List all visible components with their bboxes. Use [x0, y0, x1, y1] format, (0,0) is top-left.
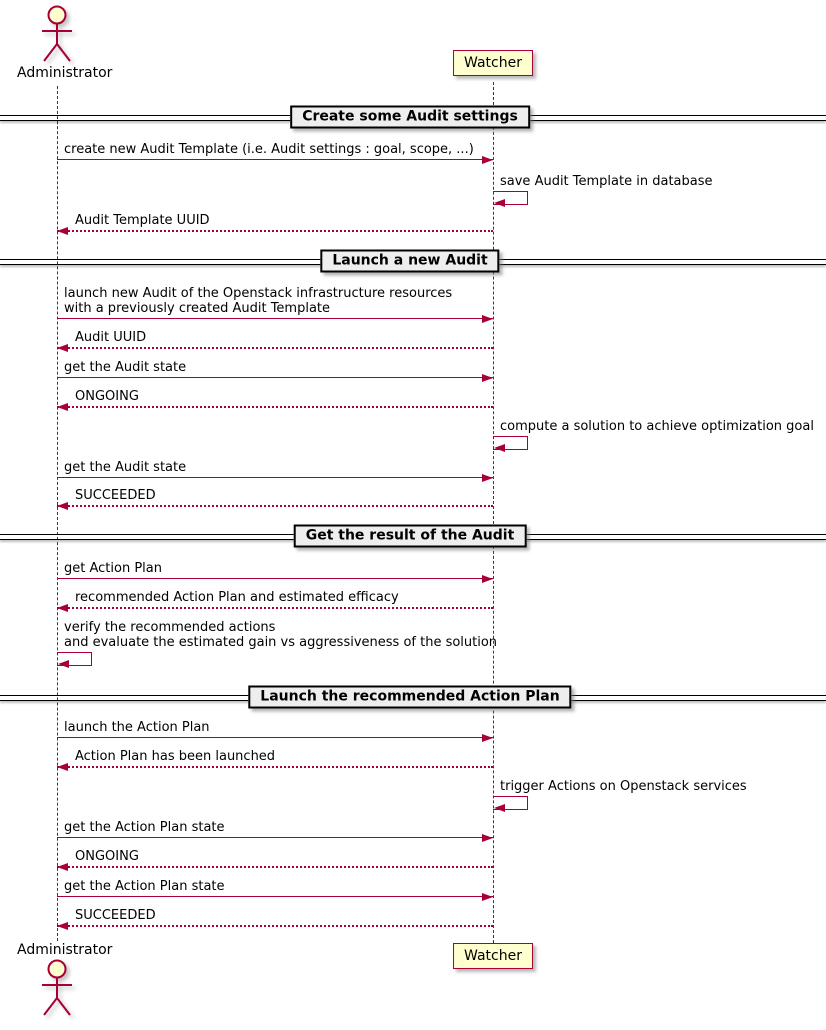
message-arrow-line [57, 896, 493, 897]
message-text: Audit UUID [75, 330, 147, 345]
message-arrow-line [57, 318, 493, 319]
message-text: get the Audit state [64, 360, 187, 375]
message-arrow-line [57, 607, 493, 609]
arrowhead-left-icon [57, 227, 68, 235]
message-text: SUCCEEDED [75, 908, 156, 923]
message-arrow-line [57, 737, 493, 738]
message-text: Action Plan has been launched [75, 749, 276, 764]
actor-label: Administrator [17, 942, 113, 958]
self-message-text: trigger Actions on Openstack services [500, 779, 747, 794]
arrowhead-left-icon [57, 502, 68, 510]
arrowhead-right-icon [482, 734, 493, 742]
divider-label: Launch the recommended Action Plan [248, 686, 571, 709]
lifeline-administrator [57, 86, 58, 941]
actor-icon [37, 4, 77, 64]
arrowhead-left-icon [57, 863, 68, 871]
divider-label: Get the result of the Audit [294, 525, 527, 548]
arrowhead-left-icon [494, 804, 505, 812]
arrowhead-right-icon [482, 474, 493, 482]
participant-watcher-bottom [453, 943, 533, 969]
arrowhead-right-icon [482, 156, 493, 164]
self-message-text: verify the recommended actions and evaluate the estimated gain vs aggressiveness of the solution [64, 620, 498, 650]
message-arrow-line [57, 406, 493, 408]
arrowhead-right-icon [482, 893, 493, 901]
message-arrow-line [57, 505, 493, 507]
participant-label: Watcher [464, 55, 522, 71]
message-text: launch new Audit of the Openstack infrastructure resources with a previously created Audit Template [64, 286, 453, 316]
message-arrow-line [57, 477, 493, 478]
arrowhead-left-icon [57, 604, 68, 612]
divider-label: Create some Audit settings [290, 106, 530, 129]
message-arrow-line [57, 347, 493, 349]
arrowhead-right-icon [482, 834, 493, 842]
arrowhead-left-icon [57, 922, 68, 930]
message-text: launch the Action Plan [64, 720, 210, 735]
message-text: SUCCEEDED [75, 488, 156, 503]
message-arrow-line [57, 377, 493, 378]
actor-icon [37, 958, 77, 1018]
message-text: create new Audit Template (i.e. Audit settings : goal, scope, ...) [64, 142, 474, 157]
participant-watcher-top [453, 50, 533, 76]
actor-label: Administrator [17, 65, 113, 81]
arrowhead-left-icon [57, 403, 68, 411]
message-text: get the Action Plan state [64, 879, 225, 894]
arrowhead-left-icon [58, 660, 69, 668]
message-arrow-line [57, 578, 493, 579]
actor-administrator-top [17, 4, 113, 81]
arrowhead-right-icon [482, 575, 493, 583]
message-text: get the Audit state [64, 460, 187, 475]
message-text: ONGOING [75, 389, 139, 404]
arrowhead-right-icon [482, 374, 493, 382]
arrowhead-right-icon [482, 315, 493, 323]
lifeline-watcher [493, 82, 494, 943]
arrowhead-left-icon [57, 763, 68, 771]
arrowhead-left-icon [57, 344, 68, 352]
actor-administrator-bottom [17, 941, 113, 1018]
participant-label: Watcher [464, 948, 522, 964]
message-arrow-line [57, 837, 493, 838]
message-arrow-line [57, 866, 493, 868]
arrowhead-left-icon [494, 199, 505, 207]
message-arrow-line [57, 159, 493, 160]
message-text: get the Action Plan state [64, 820, 225, 835]
message-text: get Action Plan [64, 561, 162, 576]
divider-label: Launch a new Audit [320, 250, 499, 273]
self-message-text: compute a solution to achieve optimization goal [500, 419, 814, 434]
message-text: recommended Action Plan and estimated efficacy [75, 590, 399, 605]
message-arrow-line [57, 925, 493, 927]
message-arrow-line [57, 766, 493, 768]
self-message-text: save Audit Template in database [500, 174, 713, 189]
arrowhead-left-icon [494, 444, 505, 452]
message-arrow-line [57, 230, 493, 232]
message-text: ONGOING [75, 849, 139, 864]
message-text: Audit Template UUID [75, 213, 210, 228]
